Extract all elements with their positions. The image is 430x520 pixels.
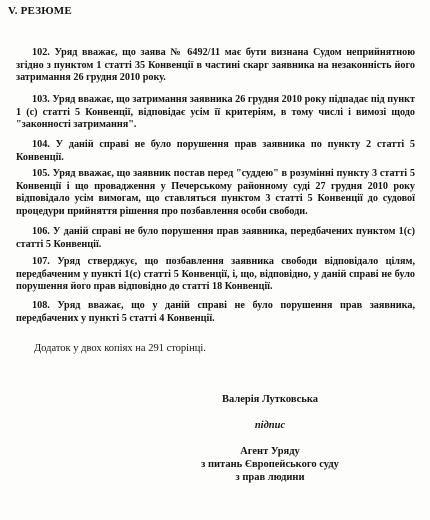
paragraph-106: 106. У даній справі не було порушення прав заявника, передбачених пунктом 1(с) статті 5 Конвенції. bbox=[16, 226, 415, 250]
signatory-title-line-1: Агент Уряду bbox=[240, 446, 300, 457]
signatory-title-line-3: з прав людини bbox=[235, 472, 305, 483]
signatory-title-line-2: з питань Європейського суду bbox=[201, 459, 339, 470]
paragraph-107: 107. Уряд стверджує, що позбавлення заявника свободи відповідало цілям, передбаченим у пункті 1(с) статті 5 Конвенції, і, що, відповідно, у даній справі не було порушення його прав відповідно до статті 18 Конвенції. bbox=[16, 256, 415, 293]
paragraph-104: 104. У даній справі не було порушення прав заявника по пункту 2 статті 5 Конвенції. bbox=[16, 139, 415, 163]
appendix-note: Додаток у двох копіях на 291 сторінці. bbox=[34, 343, 206, 354]
paragraph-102: 102. Уряд вважає, що заява № 6492/11 має бути визнана Судом неприйнятною згідно з пунктом 1 статті 35 Конвенції в частині скарг заявника на незаконність його затримання 26 грудня 2010 року. bbox=[16, 47, 415, 84]
section-title: V. РЕЗЮМЕ bbox=[8, 5, 72, 17]
paragraph-108: 108. Уряд вважає, що у даній справі не було порушення прав заявника, передбачених у пункті 5 статті 4 Конвенції. bbox=[16, 300, 415, 324]
signature-mark: підпис bbox=[254, 420, 286, 431]
paragraph-103: 103. Уряд вважає, що затримання заявника 26 грудня 2010 року підпадає під пункт 1 (с) статті 5 Конвенції, відповідає усім її критеріям, в тому числі і вимозі щодо "законності затримання". bbox=[16, 94, 415, 131]
signatory-name: Валерія Лутковська bbox=[222, 394, 318, 405]
paragraph-105: 105. Уряд вважає, що заявник постав перед "суддею" в розумінні пункту 3 статті 5 Конвенції і що провадження у Печерському районному суді 27 грудня 2010 року відповідало усім вимогам, що ставляться пунктом 3 статті 5 Конвенції до судової процедури прийняття рішення про позбавлення особи свободи. bbox=[16, 168, 415, 217]
